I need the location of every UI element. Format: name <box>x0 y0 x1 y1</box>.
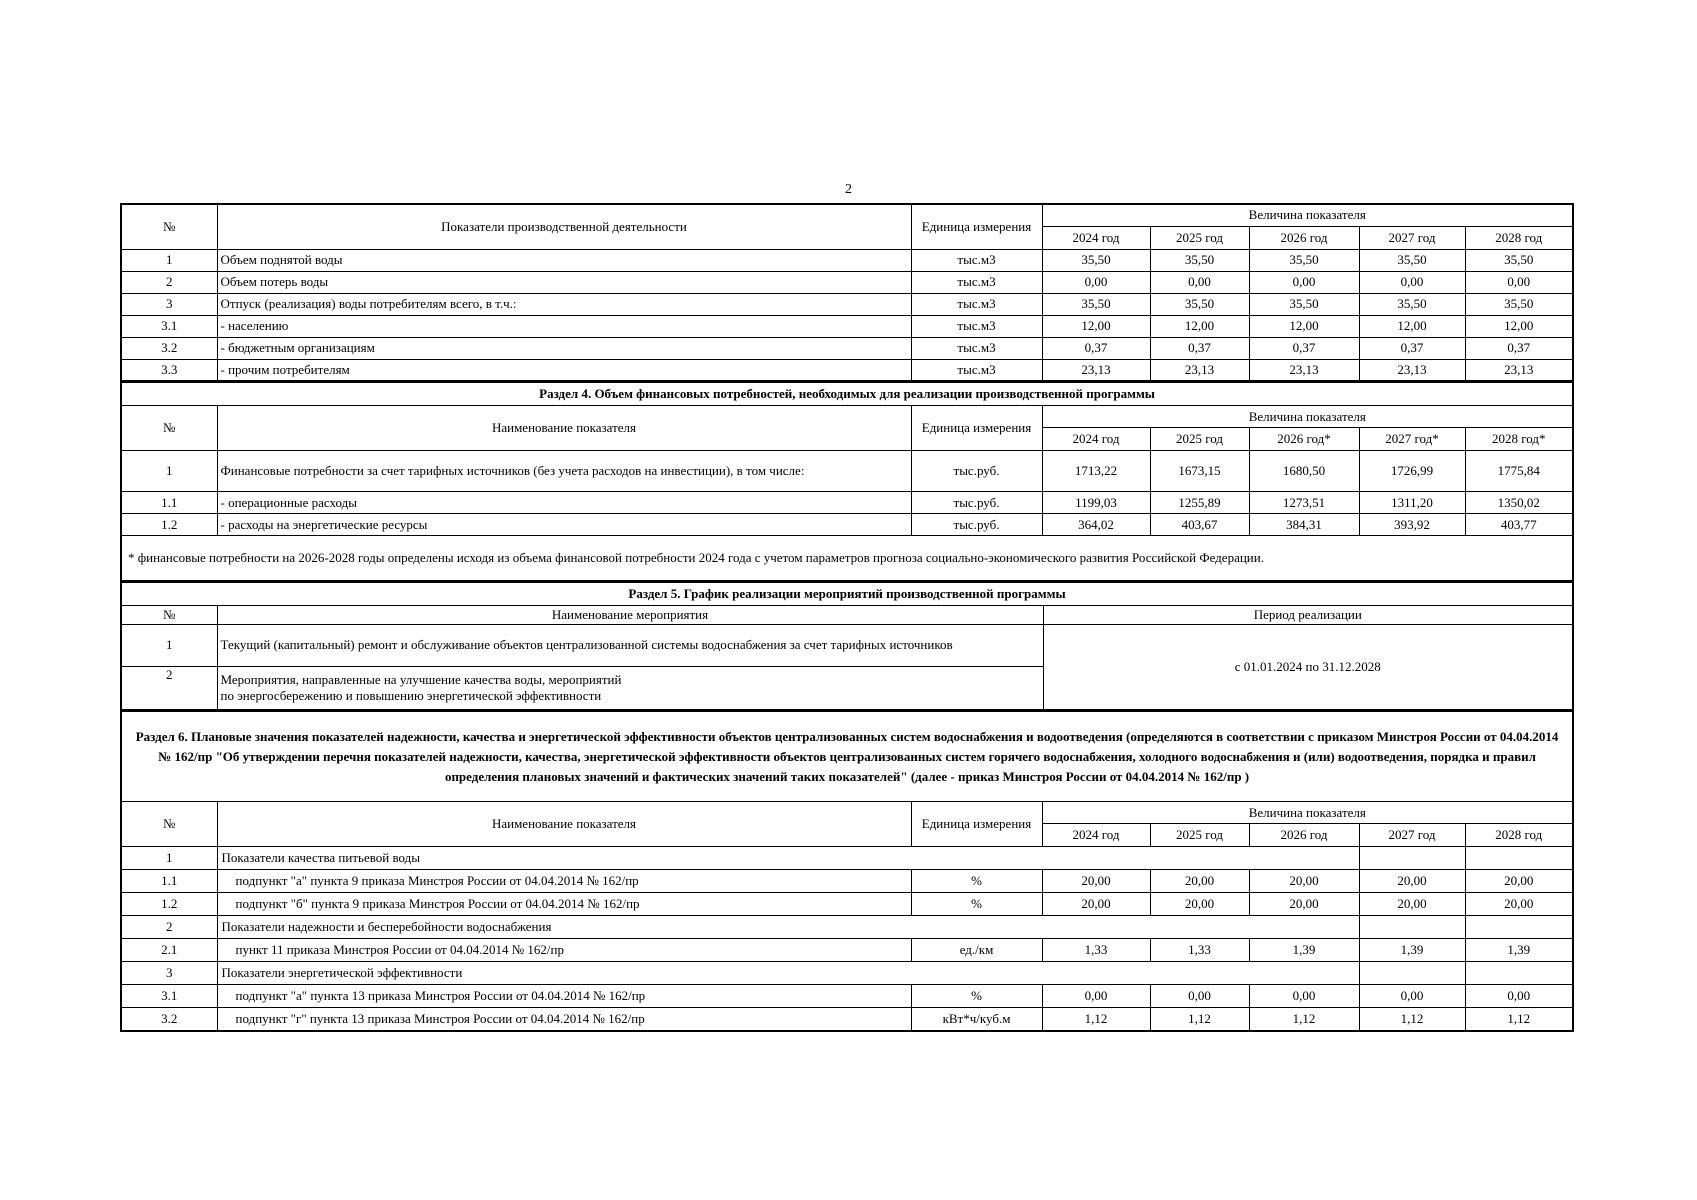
section5-title: Раздел 5. График реализации мероприятий производственной программы <box>121 582 1573 605</box>
document-sheet <box>120 203 1572 1032</box>
value-cell: 1,12 <box>1042 1008 1150 1031</box>
empty-cell <box>1465 962 1573 985</box>
indicator-name: пункт 11 приказа Минстроя России от 04.04.2014 № 162/пр <box>217 939 911 962</box>
col-period-header: Период реализации <box>1043 605 1573 624</box>
value-cell: 35,50 <box>1150 293 1249 315</box>
table-row <box>121 893 1573 916</box>
value-cell: 20,00 <box>1359 893 1465 916</box>
activity-name-line: Мероприятия, направленные на улучшение качества воды, мероприятий <box>220 671 622 687</box>
value-cell: 0,00 <box>1042 985 1150 1008</box>
col-name-header: Показатели производственной деятельности <box>217 204 911 249</box>
empty-cell <box>1465 847 1573 870</box>
indicator-name: подпункт "г" пункта 13 приказа Минстроя России от 04.04.2014 № 162/пр <box>217 1008 911 1031</box>
value-cell: 0,37 <box>1359 337 1465 359</box>
year-header: 2026 год* <box>1249 428 1359 451</box>
value-cell: 23,13 <box>1359 359 1465 381</box>
table-row <box>121 492 1573 514</box>
table-row <box>121 514 1573 536</box>
year-header: 2027 год <box>1359 226 1465 249</box>
col-name-header: Наименование показателя <box>217 802 911 847</box>
value-cell: 1350,02 <box>1465 492 1573 514</box>
col-value-header: Величина показателя <box>1042 204 1573 226</box>
empty-cell <box>1359 962 1465 985</box>
activity-name <box>217 666 1043 710</box>
value-cell: 1,33 <box>1150 939 1249 962</box>
table-row <box>121 293 1573 315</box>
value-cell: 20,00 <box>1359 870 1465 893</box>
unit-cell: тыс.м3 <box>911 359 1042 381</box>
value-cell: 20,00 <box>1465 870 1573 893</box>
value-cell: 1,39 <box>1465 939 1573 962</box>
col-no-header: № <box>121 605 217 624</box>
row-number: 1.2 <box>121 514 217 536</box>
section4-footnote: * финансовые потребности на 2026-2028 годы определены исходя из объема финансовой потребности 2024 года с учетом параметров прогноза социально-экономического развития Российской Федерации. <box>121 536 1573 581</box>
year-header: 2027 год* <box>1359 428 1465 451</box>
indicator-name: - прочим потребителям <box>217 359 911 381</box>
value-cell: 12,00 <box>1359 315 1465 337</box>
value-cell: 1680,50 <box>1249 451 1359 492</box>
value-cell: 0,00 <box>1359 985 1465 1008</box>
section6-title: Раздел 6. Плановые значения показателей надежности, качества и энергетической эффективности объектов централизованных систем водоснабжения и водоотведения (определяются в соответствии с приказом Минстроя России от 04.04.2014 № 162/пр "Об утверждении перечня показателей надежности, качества, энергетической эффективности объектов централизованных систем горячего водоснабжения, холодного водоснабжения и (или) водоотведения, порядка и правил определения плановых значений и фактических значений таких показателей" (далее - приказ Минстроя России от 04.04.2014 № 162/пр ) <box>121 712 1573 802</box>
col-value-header: Величина показателя <box>1042 802 1573 824</box>
value-cell: 12,00 <box>1042 315 1150 337</box>
activity-period: с 01.01.2024 по 31.12.2028 <box>1043 624 1573 710</box>
year-header: 2024 год <box>1042 226 1150 249</box>
row-number: 1.2 <box>121 893 217 916</box>
unit-cell: тыс.м3 <box>911 271 1042 293</box>
year-header: 2025 год <box>1150 226 1249 249</box>
unit-cell: ед./км <box>911 939 1042 962</box>
row-number: 1.1 <box>121 870 217 893</box>
value-cell: 35,50 <box>1042 249 1150 271</box>
group-row <box>121 847 1573 870</box>
value-cell: 0,37 <box>1249 337 1359 359</box>
value-cell: 0,00 <box>1150 985 1249 1008</box>
unit-cell: тыс.м3 <box>911 293 1042 315</box>
section4-title: Раздел 4. Объем финансовых потребностей, необходимых для реализации производственной программы <box>121 383 1573 406</box>
value-cell: 1775,84 <box>1465 451 1573 492</box>
value-cell: 1199,03 <box>1042 492 1150 514</box>
row-number: 3 <box>121 293 217 315</box>
table-row <box>121 985 1573 1008</box>
value-cell: 35,50 <box>1150 249 1249 271</box>
row-number: 3.2 <box>121 1008 217 1031</box>
unit-cell: тыс.руб. <box>911 514 1042 536</box>
value-cell: 1311,20 <box>1359 492 1465 514</box>
value-cell: 35,50 <box>1359 293 1465 315</box>
row-number: 1.1 <box>121 492 217 514</box>
row-number: 1 <box>121 624 217 666</box>
value-cell: 0,00 <box>1359 271 1465 293</box>
value-cell: 0,00 <box>1249 985 1359 1008</box>
value-cell: 1255,89 <box>1150 492 1249 514</box>
indicator-name: - бюджетным организациям <box>217 337 911 359</box>
value-cell: 393,92 <box>1359 514 1465 536</box>
section6-table <box>120 711 1574 1032</box>
value-cell: 35,50 <box>1249 293 1359 315</box>
table-row <box>121 359 1573 381</box>
row-number: 3.1 <box>121 985 217 1008</box>
unit-cell: тыс.м3 <box>911 315 1042 337</box>
year-header: 2024 год <box>1042 824 1150 847</box>
activity-name: Текущий (капитальный) ремонт и обслуживание объектов централизованной системы водоснабжения за счет тарифных источников <box>217 624 1043 666</box>
col-name-header: Наименование мероприятия <box>217 605 1043 624</box>
table-row <box>121 451 1573 492</box>
unit-cell: % <box>911 985 1042 1008</box>
indicator-name: - операционные расходы <box>217 492 911 514</box>
value-cell: 1,39 <box>1249 939 1359 962</box>
col-no-header: № <box>121 204 217 249</box>
value-cell: 20,00 <box>1042 893 1150 916</box>
unit-cell: % <box>911 893 1042 916</box>
unit-cell: тыс.руб. <box>911 451 1042 492</box>
table-row <box>121 939 1573 962</box>
table-row <box>121 337 1573 359</box>
value-cell: 12,00 <box>1150 315 1249 337</box>
row-number: 1 <box>121 847 217 870</box>
row-number: 3.3 <box>121 359 217 381</box>
value-cell: 1726,99 <box>1359 451 1465 492</box>
value-cell: 35,50 <box>1465 249 1573 271</box>
value-cell: 1713,22 <box>1042 451 1150 492</box>
group-name: Показатели надежности и бесперебойности водоснабжения <box>217 916 1359 939</box>
unit-cell: тыс.м3 <box>911 249 1042 271</box>
indicator-name: - расходы на энергетические ресурсы <box>217 514 911 536</box>
value-cell: 20,00 <box>1249 893 1359 916</box>
unit-cell: тыс.руб. <box>911 492 1042 514</box>
value-cell: 0,37 <box>1150 337 1249 359</box>
table-row <box>121 315 1573 337</box>
indicator-name: - населению <box>217 315 911 337</box>
empty-cell <box>1465 916 1573 939</box>
value-cell: 0,00 <box>1465 271 1573 293</box>
value-cell: 0,37 <box>1042 337 1150 359</box>
indicator-name: подпункт "а" пункта 13 приказа Минстроя России от 04.04.2014 № 162/пр <box>217 985 911 1008</box>
value-cell: 0,00 <box>1465 985 1573 1008</box>
value-cell: 1,39 <box>1359 939 1465 962</box>
indicator-name: Объем потерь воды <box>217 271 911 293</box>
indicator-name: подпункт "б" пункта 9 приказа Минстроя России от 04.04.2014 № 162/пр <box>217 893 911 916</box>
value-cell: 0,00 <box>1150 271 1249 293</box>
value-cell: 364,02 <box>1042 514 1150 536</box>
value-cell: 35,50 <box>1359 249 1465 271</box>
col-value-header: Величина показателя <box>1042 406 1573 428</box>
group-name: Показатели энергетической эффективности <box>217 962 1359 985</box>
value-cell: 0,37 <box>1465 337 1573 359</box>
year-header: 2024 год <box>1042 428 1150 451</box>
value-cell: 35,50 <box>1249 249 1359 271</box>
value-cell: 1,33 <box>1042 939 1150 962</box>
col-no-header: № <box>121 802 217 847</box>
section4-table <box>120 382 1574 582</box>
value-cell: 1,12 <box>1359 1008 1465 1031</box>
value-cell: 12,00 <box>1465 315 1573 337</box>
value-cell: 23,13 <box>1150 359 1249 381</box>
group-name: Показатели качества питьевой воды <box>217 847 1359 870</box>
col-unit-header: Единица измерения <box>911 802 1042 847</box>
value-cell: 0,00 <box>1249 271 1359 293</box>
year-header: 2025 год <box>1150 824 1249 847</box>
year-header: 2025 год <box>1150 428 1249 451</box>
unit-cell: кВт*ч/куб.м <box>911 1008 1042 1031</box>
row-number: 2 <box>121 271 217 293</box>
indicator-name: подпункт "а" пункта 9 приказа Минстроя России от 04.04.2014 № 162/пр <box>217 870 911 893</box>
value-cell: 384,31 <box>1249 514 1359 536</box>
value-cell: 23,13 <box>1465 359 1573 381</box>
row-number: 3 <box>121 962 217 985</box>
year-header: 2026 год <box>1249 824 1359 847</box>
group-row <box>121 916 1573 939</box>
value-cell: 0,00 <box>1042 271 1150 293</box>
col-name-header: Наименование показателя <box>217 406 911 451</box>
table-row <box>121 249 1573 271</box>
value-cell: 1,12 <box>1249 1008 1359 1031</box>
year-header: 2028 год <box>1465 226 1573 249</box>
value-cell: 20,00 <box>1042 870 1150 893</box>
section5-table <box>120 582 1574 712</box>
row-number: 2.1 <box>121 939 217 962</box>
group-row <box>121 962 1573 985</box>
value-cell: 20,00 <box>1150 870 1249 893</box>
value-cell: 403,77 <box>1465 514 1573 536</box>
col-unit-header: Единица измерения <box>911 204 1042 249</box>
unit-cell: % <box>911 870 1042 893</box>
value-cell: 23,13 <box>1249 359 1359 381</box>
value-cell: 12,00 <box>1249 315 1359 337</box>
col-unit-header: Единица измерения <box>911 406 1042 451</box>
row-number: 2 <box>121 666 217 710</box>
row-number: 1 <box>121 249 217 271</box>
activity-name-line: по энергосбережению и повышению энергетической эффективности <box>220 687 602 703</box>
value-cell: 403,67 <box>1150 514 1249 536</box>
value-cell: 1673,15 <box>1150 451 1249 492</box>
indicator-name: Объем поднятой воды <box>217 249 911 271</box>
value-cell: 20,00 <box>1249 870 1359 893</box>
year-header: 2028 год <box>1465 824 1573 847</box>
table-row <box>121 870 1573 893</box>
year-header: 2028 год* <box>1465 428 1573 451</box>
value-cell: 20,00 <box>1150 893 1249 916</box>
row-number: 1 <box>121 451 217 492</box>
indicator-name: Финансовые потребности за счет тарифных источников (без учета расходов на инвестиции), в том числе: <box>217 451 911 492</box>
row-number: 2 <box>121 916 217 939</box>
value-cell: 1,12 <box>1465 1008 1573 1031</box>
value-cell: 35,50 <box>1042 293 1150 315</box>
page-number: 2 <box>845 182 852 197</box>
col-no-header: № <box>121 406 217 451</box>
value-cell: 23,13 <box>1042 359 1150 381</box>
row-number: 3.1 <box>121 315 217 337</box>
table-row <box>121 1008 1573 1031</box>
unit-cell: тыс.м3 <box>911 337 1042 359</box>
indicator-name: Отпуск (реализация) воды потребителям всего, в т.ч.: <box>217 293 911 315</box>
row-number: 3.2 <box>121 337 217 359</box>
empty-cell <box>1359 916 1465 939</box>
production-indicators-table <box>120 203 1574 382</box>
value-cell: 35,50 <box>1465 293 1573 315</box>
table-row <box>121 271 1573 293</box>
value-cell: 1,12 <box>1150 1008 1249 1031</box>
year-header: 2027 год <box>1359 824 1465 847</box>
value-cell: 1273,51 <box>1249 492 1359 514</box>
empty-cell <box>1359 847 1465 870</box>
value-cell: 20,00 <box>1465 893 1573 916</box>
year-header: 2026 год <box>1249 226 1359 249</box>
